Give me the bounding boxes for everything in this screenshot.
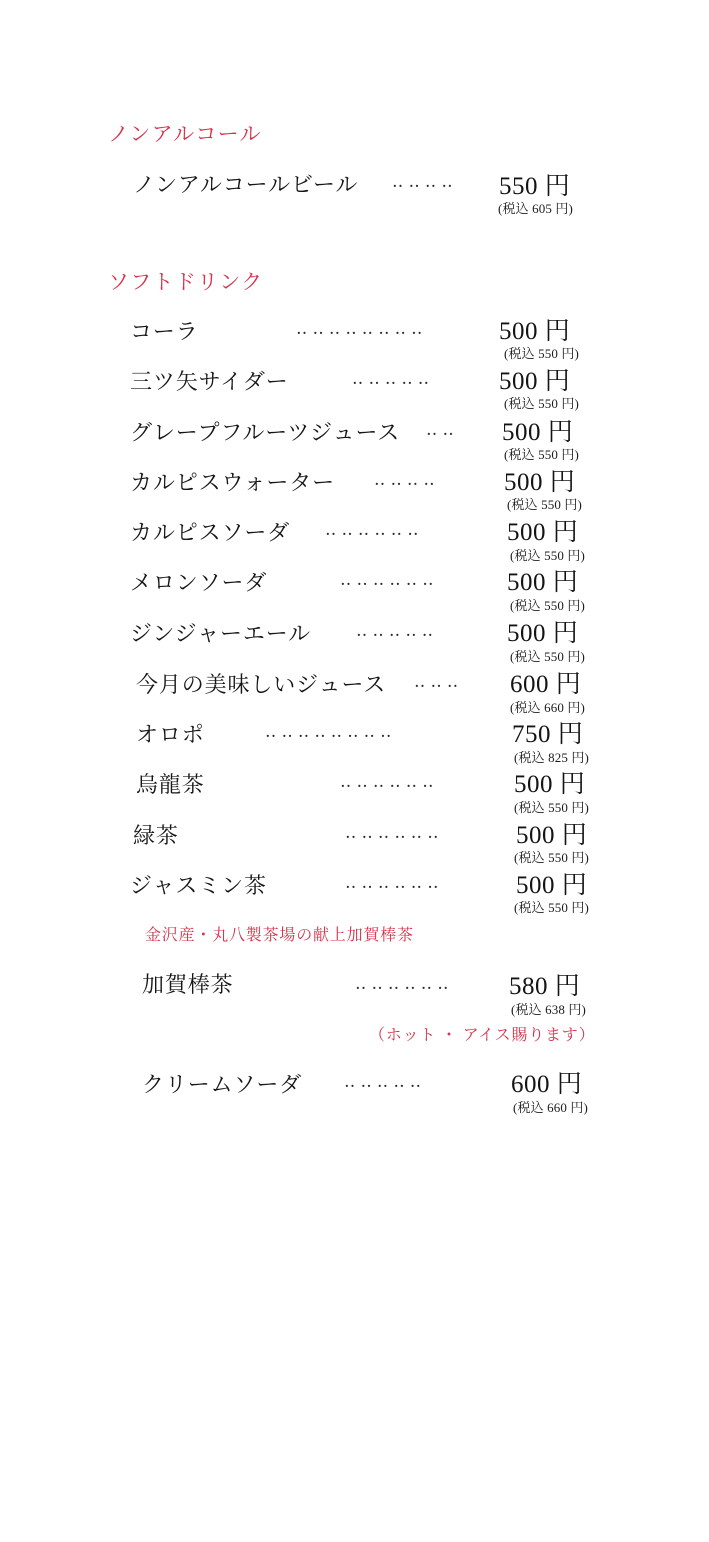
menu-item-tax-price: (税込 550 円) xyxy=(504,447,579,462)
hot-ice-note: （ホット ・ アイス賜ります） xyxy=(369,1027,596,1044)
menu-item-tax-price: (税込 550 円) xyxy=(510,598,585,613)
menu-item-dots: ‥‥ xyxy=(426,420,459,439)
menu-item-tax-price: (税込 550 円) xyxy=(514,850,589,865)
menu-item-name: 緑茶 xyxy=(133,823,179,848)
menu-item-dots: ‥‥‥‥ xyxy=(392,172,458,191)
menu-item-tax-price: (税込 638 円) xyxy=(511,1002,586,1017)
menu-item-dots: ‥‥‥‥‥‥‥‥ xyxy=(296,319,428,338)
menu-item-dots: ‥‥‥‥‥‥ xyxy=(325,520,424,539)
menu-item-name: ジンジャーエール xyxy=(130,621,312,646)
menu-item-price: 750 円 xyxy=(512,721,584,748)
menu-item-name: 烏龍茶 xyxy=(136,772,205,797)
kaga-bocha-note: 金沢産・丸八製茶場の献上加賀棒茶 xyxy=(145,927,414,944)
menu-item-name: 今月の美味しいジュース xyxy=(136,672,387,697)
menu-item-tax-price: (税込 550 円) xyxy=(510,649,585,664)
menu-item-name: グレープフルーツジュース xyxy=(130,420,401,445)
menu-item-dots: ‥‥‥‥‥‥ xyxy=(345,873,444,892)
menu-item-dots: ‥‥‥‥‥‥ xyxy=(345,823,444,842)
menu-item-price: 500 円 xyxy=(507,569,579,596)
menu-item-name: オロポ xyxy=(136,722,205,747)
menu-item-tax-price: (税込 550 円) xyxy=(504,396,579,411)
menu-item-name: 加賀棒茶 xyxy=(142,972,234,997)
menu-item-dots: ‥‥‥‥‥‥ xyxy=(355,974,454,993)
menu-item-price: 500 円 xyxy=(502,419,574,446)
menu-item-price: 550 円 xyxy=(499,173,571,200)
menu-item-name: 三ツ矢サイダー xyxy=(130,369,289,394)
menu-item-dots: ‥‥‥‥‥‥‥‥ xyxy=(265,722,397,741)
menu-item-price: 600 円 xyxy=(511,1071,583,1098)
menu-item-dots: ‥‥‥ xyxy=(414,672,464,691)
menu-item-tax-price: (税込 605 円) xyxy=(498,201,573,216)
menu-item-tax-price: (税込 550 円) xyxy=(504,346,579,361)
menu-item-name: クリームソーダ xyxy=(142,1072,303,1097)
menu-item-price: 500 円 xyxy=(504,469,576,496)
menu-item-dots: ‥‥‥‥‥ xyxy=(344,1072,427,1091)
section-title-soft-drink: ソフトドリンク xyxy=(108,270,264,294)
menu-item-tax-price: (税込 550 円) xyxy=(510,548,585,563)
menu-item-name: コーラ xyxy=(130,319,199,344)
menu-item-dots: ‥‥‥‥‥‥ xyxy=(340,772,439,791)
menu-item-name: カルピスソーダ xyxy=(130,520,291,545)
menu-item-tax-price: (税込 550 円) xyxy=(514,900,589,915)
menu-item-name: ノンアルコールビール xyxy=(133,172,359,197)
menu-item-tax-price: (税込 825 円) xyxy=(514,750,589,765)
menu-item-price: 500 円 xyxy=(507,620,579,647)
menu-item-dots: ‥‥‥‥‥ xyxy=(352,369,435,388)
menu-item-price: 500 円 xyxy=(499,368,571,395)
menu-item-price: 500 円 xyxy=(516,872,588,899)
menu-item-tax-price: (税込 660 円) xyxy=(510,700,585,715)
menu-item-name: カルピスウォーター xyxy=(130,470,336,495)
menu-item-name: メロンソーダ xyxy=(130,570,268,595)
menu-item-price: 600 円 xyxy=(510,671,582,698)
menu-item-tax-price: (税込 550 円) xyxy=(507,497,582,512)
menu-item-price: 580 円 xyxy=(509,973,581,1000)
menu-item-tax-price: (税込 660 円) xyxy=(513,1100,588,1115)
menu-item-dots: ‥‥‥‥ xyxy=(374,470,440,489)
menu-item-dots: ‥‥‥‥‥ xyxy=(356,621,439,640)
menu-item-price: 500 円 xyxy=(507,519,579,546)
menu-item-tax-price: (税込 550 円) xyxy=(514,800,589,815)
section-title-non-alcohol: ノンアルコール xyxy=(108,122,262,146)
menu-item-dots: ‥‥‥‥‥‥ xyxy=(340,570,439,589)
menu-item-name: ジャスミン茶 xyxy=(130,873,267,898)
menu-item-price: 500 円 xyxy=(516,822,588,849)
menu-item-price: 500 円 xyxy=(499,318,571,345)
menu-item-price: 500 円 xyxy=(514,771,586,798)
